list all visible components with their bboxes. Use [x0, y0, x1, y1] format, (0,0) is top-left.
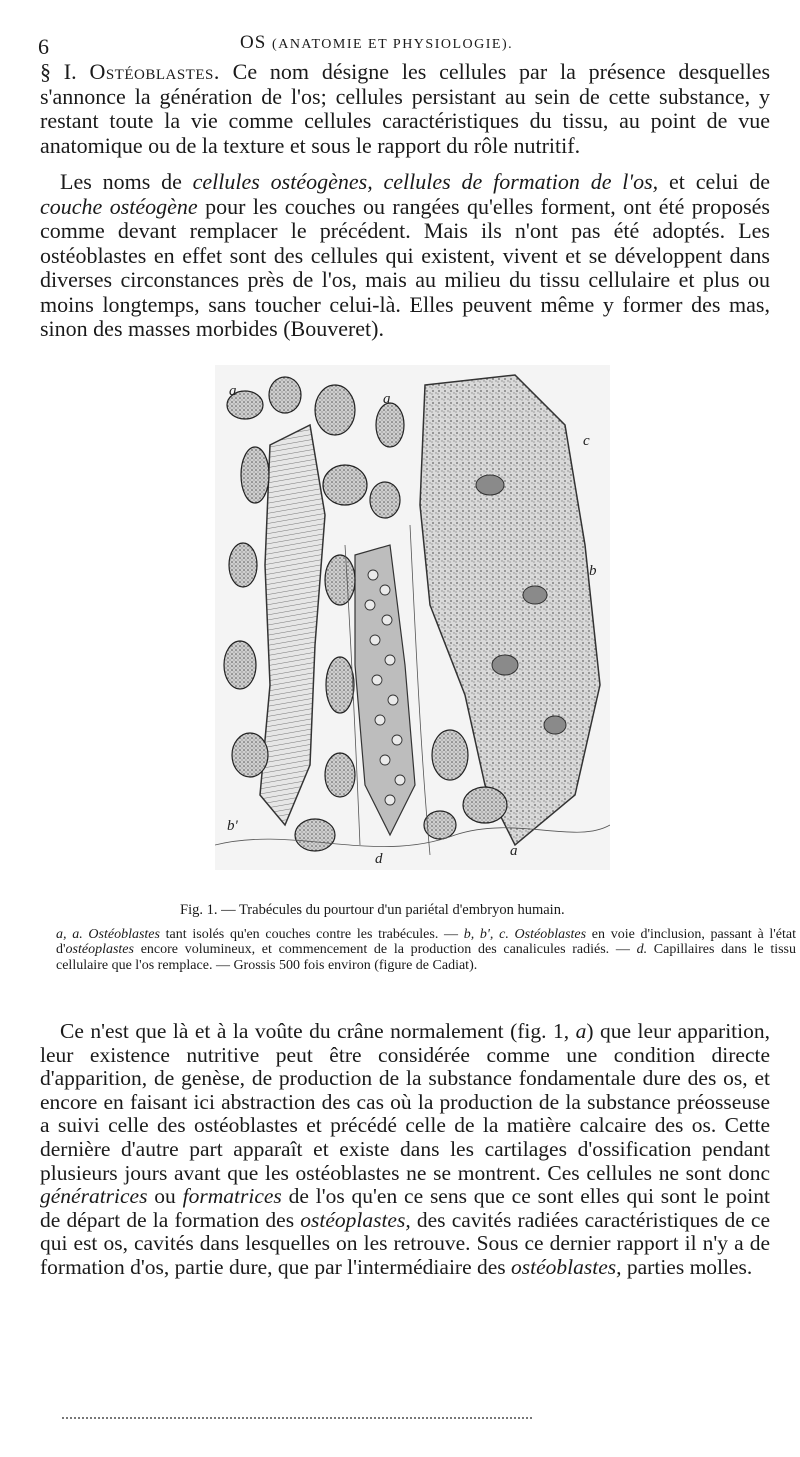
p2-text-2: [373, 169, 384, 194]
p3-text-5: des cavités radiées caractéristiques de ce qui est os, cavités dans lesquelles on les retrouve. Sous ce dernier rapport il n'y a de formation d'os, partie dure, que par l'intermédiaire des: [40, 1207, 770, 1279]
paragraph-3: [40, 1020, 770, 1280]
figure-label-d: d: [375, 851, 383, 867]
figure-label-b: b: [589, 563, 597, 579]
p2-text-3: et celui de: [658, 169, 771, 194]
caption-ref-a: a, a.: [56, 927, 83, 942]
page-number: 6: [38, 34, 49, 59]
paragraph-2: [40, 170, 770, 342]
figure-label-a2: a: [383, 391, 391, 407]
caption-ref-d: d.: [636, 942, 648, 958]
p2-emph-1: cellules ostéogènes,: [192, 169, 373, 194]
p2-text-4: pour les couches ou rangées qu'elles forment, ont été proposés comme devant remplacer le précédent. Mais ils n'ont pas été adoptés. Les ostéoblastes en effet sont des cellules qui existent, vivent et se développent dans diverses circonstances près de l'os, mais au milieu du tissu cellulaire et plus ou moins longtemps, sans toucher celui-là. Elles peuvent même y former des mas, sinon des masses morbides (Bouveret).: [40, 193, 770, 341]
figure-caption-title: Fig. 1. — Trabécules du pourtour d'un pariétal d'embryon humain.: [180, 902, 565, 918]
p3-emph-2: génératrices: [40, 1184, 148, 1209]
footer-rule: [62, 1417, 532, 1421]
caption-ref-b: b, b', c.: [463, 927, 509, 942]
p2-emph-2: cellules de formation de l'os,: [383, 169, 659, 194]
p3-emph-3: formatrices: [182, 1184, 282, 1209]
p3-text-3: ou: [147, 1184, 183, 1209]
section-text: Ce nom désigne les cellules par la présence desquelles s'annonce la génération de l'os; cellules persistant au sein de cette substance, y restant toute la vie comme cellules caractéristiques du tissu, au point de vue anatomique ou de la texture et sous le rapport du rôle nutritif.: [40, 59, 771, 158]
p3-text-4: de l'os qu'en ce sens que ce sont elles qui sont le point de départ de la formation des: [40, 1184, 771, 1232]
caption-term-3: ostéoplastes: [65, 942, 134, 958]
caption-term-1: Ostéoblastes: [88, 927, 160, 942]
section-title: Ostéoblastes.: [89, 59, 220, 84]
section-paragraph: [40, 60, 770, 158]
p3-emph-1: a: [575, 1019, 587, 1043]
caption-text-2: en voie d'inclusion, passant à l'état d': [56, 927, 796, 958]
caption-term-2: Ostéoblastes: [508, 927, 587, 942]
figure-label-c: c: [583, 433, 590, 449]
p3-emph-5: ostéoblastes,: [511, 1254, 622, 1279]
caption-text-1: tant isolés qu'en couches contre les trabécules. —: [159, 927, 464, 942]
p2-emph-3: couche ostéogène: [40, 193, 198, 219]
caption-text-4: Capillaires dans le tissu cellulaire que l'os remplace. — Grossis 500 fois environ (figure de Cadiat).: [56, 942, 796, 973]
p3-emph-4: ostéoplastes,: [300, 1207, 411, 1232]
running-title: [240, 32, 513, 54]
p3-text-1: Ce n'est que là et à la voûte du crâne normalement (fig. 1,: [60, 1019, 576, 1043]
figure-label-a3: a: [510, 843, 518, 859]
section-mark: § I.: [40, 59, 77, 84]
running-title-main: OS: [240, 32, 267, 53]
histology-drawing: [215, 365, 610, 870]
figure-caption-body: [56, 927, 796, 973]
running-title-sub: (ANATOMIE ET PHYSIOLOGIE).: [272, 37, 514, 52]
p3-text-6: parties molles.: [621, 1254, 753, 1279]
figure-label-b-prime: b': [227, 818, 238, 834]
p3-text-2: ) que leur apparition, leur existence nutritive peut être considérée comme une condition directe d'apparition, de genèse, de production de la substance fondamentale dure des os, et encore en faisant ici abstraction des cas où la production de la substance préosseuse a suivi celle des ostéoblastes et précédé celle de la matière calcaire des os. Cette dernière d'autre part apparaît et existe dans les cartilages d'ossification pendant plusieurs jours avant que les ostéoblastes ne se montrent. Ces cellules ne sont donc: [40, 1019, 770, 1185]
figure-illustration: [215, 365, 610, 870]
p2-text-1: Les noms de: [60, 169, 193, 194]
figure-label-a1: a: [229, 383, 237, 399]
caption-text-3: encore volumineux, et commencement de la production des canalicules radiés. —: [133, 942, 637, 958]
